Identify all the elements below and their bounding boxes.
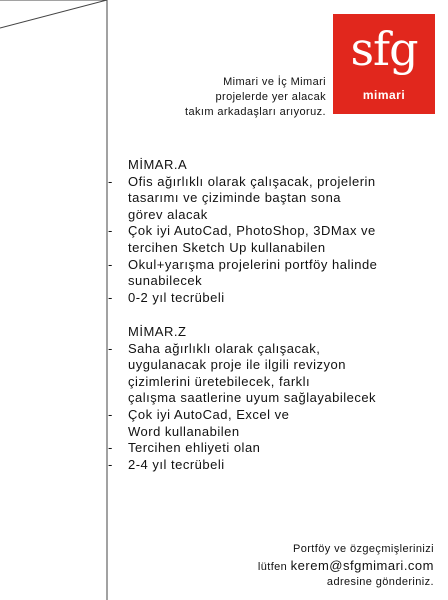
requirement-line: Okul+yarışma projelerini portföy halinde xyxy=(128,256,378,272)
logo-wordmark: sfg xyxy=(350,22,418,76)
logo-subtitle: mimari xyxy=(362,88,406,102)
job-title: MİMAR.A xyxy=(128,157,188,172)
requirement-item xyxy=(108,341,376,407)
bullet-dash: - xyxy=(108,289,113,305)
bullet-dash: - xyxy=(108,440,113,456)
bullet-dash: - xyxy=(108,173,113,189)
footer-line: Portföy ve özgeçmişlerinizi xyxy=(292,543,434,555)
job-mimar-z xyxy=(108,324,376,473)
requirement-item xyxy=(108,223,377,256)
requirement-line: uygulanacak proje ile ilgili revizyon xyxy=(128,357,346,373)
bullet-dash: - xyxy=(108,223,113,239)
bullet-dash: - xyxy=(108,456,113,472)
requirement-line: Word kullanabilen xyxy=(128,423,240,439)
bullet-dash: - xyxy=(108,406,113,422)
requirement-line: görev alacak xyxy=(128,206,208,222)
intro-line: takım arkadaşları arıyoruz. xyxy=(184,106,326,118)
requirement-line: tercihen Sketch Up kullanabilen xyxy=(128,239,326,255)
requirement-line: Tercihen ehliyeti olan xyxy=(128,440,261,456)
footer-line: adresine gönderiniz. xyxy=(326,576,434,588)
requirement-item xyxy=(108,457,376,474)
job-mimar-a xyxy=(108,157,377,306)
requirement-line: sunabilecek xyxy=(128,273,203,289)
requirement-item xyxy=(108,257,377,290)
requirement-line: tasarımı ve çiziminde baştan sona xyxy=(128,190,342,206)
footer-email-line xyxy=(258,558,434,576)
job-title: MİMAR.Z xyxy=(128,324,187,339)
requirement-item xyxy=(108,440,376,457)
sfg-logo xyxy=(333,14,435,114)
requirement-line: Çok iyi AutoCad, PhotoShop, 3DMax ve xyxy=(128,223,376,239)
requirement-item xyxy=(108,174,377,224)
requirement-line: çalışma saatlerine uyum sağlayabilecek xyxy=(128,390,377,406)
intro-line: projelerde yer alacak xyxy=(215,91,326,103)
contact-email-link[interactable]: kerem@sfgmimari.com xyxy=(290,557,434,573)
bullet-dash: - xyxy=(108,256,113,272)
bullet-dash: - xyxy=(108,340,113,356)
requirement-line: 0-2 yıl tecrübeli xyxy=(128,289,225,305)
requirement-line: Ofis ağırlıklı olarak çalışacak, projelerin xyxy=(128,173,376,189)
footer-prefix: lütfen xyxy=(257,560,288,573)
requirement-line: çizimlerini üretebilecek, farklı xyxy=(128,373,311,389)
requirement-line: Çok iyi AutoCad, Excel ve xyxy=(128,406,290,422)
requirement-line: Saha ağırlıklı olarak çalışacak, xyxy=(128,340,321,356)
requirement-item xyxy=(108,407,376,440)
requirement-item xyxy=(108,290,377,307)
intro-text xyxy=(185,75,326,120)
intro-line: Mimari ve İç Mimari xyxy=(223,76,326,88)
requirement-line: 2-4 yıl tecrübeli xyxy=(128,456,225,472)
application-footer xyxy=(258,542,434,591)
